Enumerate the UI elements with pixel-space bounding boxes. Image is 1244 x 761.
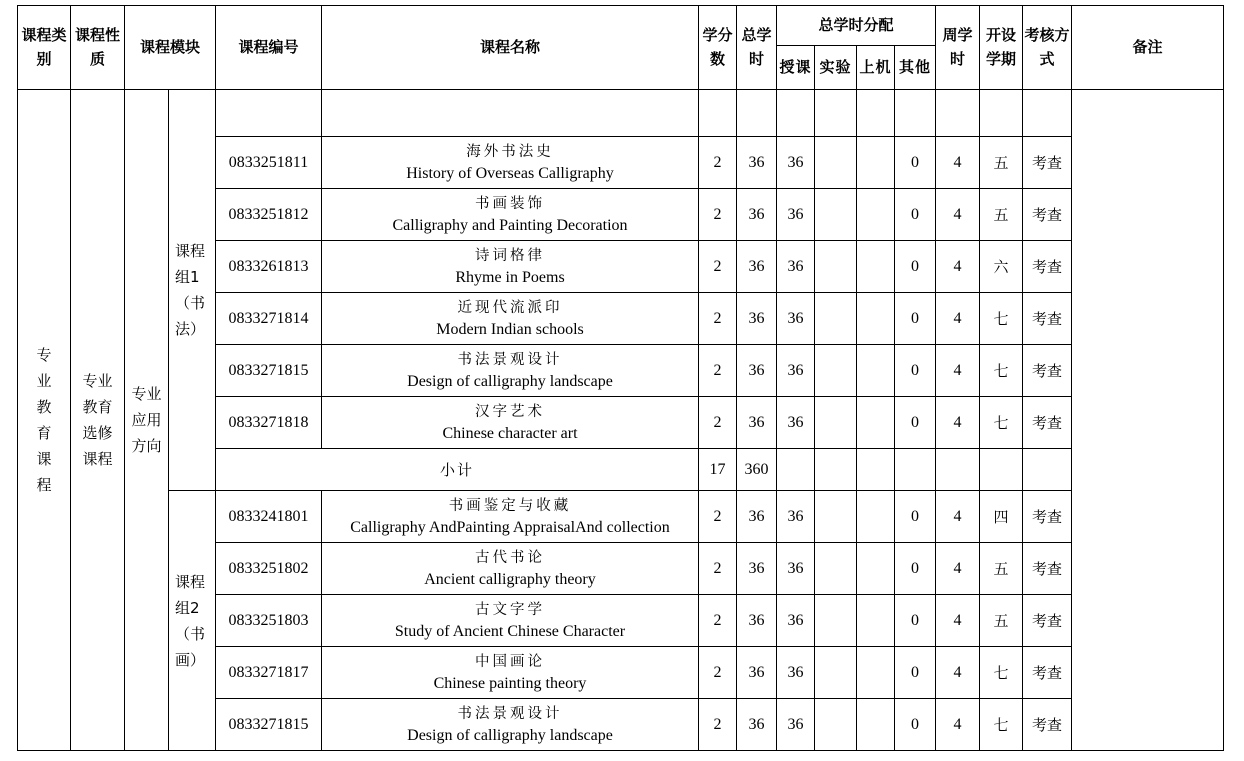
course-other: 0 <box>895 137 936 189</box>
course-credits: 2 <box>699 293 737 345</box>
course-assessment: 考查 <box>1023 397 1072 449</box>
subtotal-hours: 360 <box>737 449 777 491</box>
group2-label: 课程组2（书画） <box>175 572 206 669</box>
course-credits: 2 <box>699 397 737 449</box>
course-code: 0833241801 <box>216 491 322 543</box>
header-nature: 课程性质 <box>71 6 125 90</box>
course-weekly: 4 <box>936 189 980 241</box>
table-body <box>18 6 1224 751</box>
course-lecture: 36 <box>777 345 815 397</box>
course-weekly: 4 <box>936 647 980 699</box>
course-assessment: 考查 <box>1023 189 1072 241</box>
course-name-cn: 海外书法史 <box>466 143 554 160</box>
course-table <box>17 5 1224 751</box>
course-computer <box>857 189 895 241</box>
header-lecture: 授课 <box>777 46 815 90</box>
header-experiment: 实验 <box>815 46 857 90</box>
course-semester: 七 <box>980 293 1023 345</box>
course-name-cn: 书法景观设计 <box>457 351 563 368</box>
course-experiment <box>815 397 857 449</box>
course-experiment <box>815 345 857 397</box>
course-experiment <box>815 491 857 543</box>
course-weekly: 4 <box>936 137 980 189</box>
course-lecture: 36 <box>777 397 815 449</box>
course-other: 0 <box>895 647 936 699</box>
course-credits: 2 <box>699 241 737 293</box>
course-name-en: History of Overseas Calligraphy <box>406 164 614 182</box>
course-other: 0 <box>895 241 936 293</box>
course-name-cn: 书画装饰 <box>475 195 545 212</box>
course-other: 0 <box>895 543 936 595</box>
course-other: 0 <box>895 345 936 397</box>
course-credits: 2 <box>699 189 737 241</box>
course-lecture: 36 <box>777 595 815 647</box>
course-credits: 2 <box>699 595 737 647</box>
course-credits: 2 <box>699 345 737 397</box>
course-name-cn: 书画鉴定与收藏 <box>448 497 572 514</box>
course-semester: 五 <box>980 543 1023 595</box>
course-code: 0833271815 <box>216 699 322 751</box>
course-computer <box>857 647 895 699</box>
header-computer: 上机 <box>857 46 895 90</box>
course-semester: 五 <box>980 137 1023 189</box>
course-name-en: Chinese character art <box>442 424 578 442</box>
header-credits: 学分数 <box>699 6 737 90</box>
course-name-cn: 汉字艺术 <box>475 403 545 420</box>
course-computer <box>857 699 895 751</box>
course-hours: 36 <box>737 241 777 293</box>
course-experiment <box>815 543 857 595</box>
group1-cell <box>169 90 216 491</box>
nature-cell <box>71 90 125 751</box>
course-name-cn: 古代书论 <box>475 549 545 566</box>
course-assessment: 考查 <box>1023 595 1072 647</box>
course-hours: 36 <box>737 397 777 449</box>
header-module: 课程模块 <box>125 6 216 90</box>
header-weekly-hours: 周学时 <box>936 6 980 90</box>
course-name-cn: 近现代流派印 <box>457 299 563 316</box>
course-other: 0 <box>895 397 936 449</box>
course-name-en: Calligraphy and Painting Decoration <box>392 216 628 234</box>
course-hours: 36 <box>737 345 777 397</box>
course-experiment <box>815 189 857 241</box>
course-name-en: Chinese painting theory <box>433 674 587 692</box>
course-lecture: 36 <box>777 699 815 751</box>
course-other: 0 <box>895 491 936 543</box>
course-code: 0833251811 <box>216 137 322 189</box>
course-credits: 2 <box>699 699 737 751</box>
course-code: 0833271818 <box>216 397 322 449</box>
course-computer <box>857 397 895 449</box>
course-assessment: 考查 <box>1023 491 1072 543</box>
course-weekly: 4 <box>936 397 980 449</box>
course-lecture: 36 <box>777 189 815 241</box>
course-assessment: 考查 <box>1023 699 1072 751</box>
course-code: 0833271815 <box>216 345 322 397</box>
course-hours: 36 <box>737 543 777 595</box>
course-name <box>322 137 699 189</box>
course-semester: 五 <box>980 189 1023 241</box>
course-hours: 36 <box>737 647 777 699</box>
course-code: 0833261813 <box>216 241 322 293</box>
course-hours: 36 <box>737 491 777 543</box>
course-name <box>322 491 699 543</box>
nature-text: 专业教育选修课程 <box>82 372 113 468</box>
course-semester: 四 <box>980 491 1023 543</box>
course-name <box>322 189 699 241</box>
category-text: 专业教育课程 <box>36 346 52 494</box>
course-weekly: 4 <box>936 699 980 751</box>
course-code: 0833251802 <box>216 543 322 595</box>
course-computer <box>857 241 895 293</box>
course-computer <box>857 345 895 397</box>
header-other: 其他 <box>895 46 936 90</box>
course-hours: 36 <box>737 595 777 647</box>
course-name <box>322 595 699 647</box>
course-lecture: 36 <box>777 491 815 543</box>
course-code: 0833251812 <box>216 189 322 241</box>
course-other: 0 <box>895 189 936 241</box>
course-name <box>322 397 699 449</box>
header-assessment: 考核方式 <box>1023 6 1072 90</box>
group2-cell <box>169 491 216 751</box>
course-hours: 36 <box>737 699 777 751</box>
course-weekly: 4 <box>936 293 980 345</box>
course-hours: 36 <box>737 293 777 345</box>
course-name <box>322 699 699 751</box>
course-name <box>322 345 699 397</box>
course-credits: 2 <box>699 543 737 595</box>
header-hours-distribution: 总学时分配 <box>777 6 936 46</box>
course-computer <box>857 137 895 189</box>
course-name-cn: 中国画论 <box>475 653 545 670</box>
header-remarks: 备注 <box>1072 6 1224 90</box>
course-experiment <box>815 293 857 345</box>
header-category: 课程类别 <box>18 6 71 90</box>
course-other: 0 <box>895 293 936 345</box>
course-assessment: 考查 <box>1023 241 1072 293</box>
module-text: 专业应用方向 <box>131 385 162 455</box>
subtotal-label: 小计 <box>216 449 699 491</box>
course-lecture: 36 <box>777 543 815 595</box>
course-weekly: 4 <box>936 241 980 293</box>
course-name-en: Modern Indian schools <box>436 320 584 338</box>
course-semester: 六 <box>980 241 1023 293</box>
table-row <box>18 491 1224 543</box>
course-name <box>322 647 699 699</box>
header-row <box>18 6 1224 46</box>
course-semester: 七 <box>980 345 1023 397</box>
course-experiment <box>815 137 857 189</box>
course-lecture: 36 <box>777 241 815 293</box>
header-semester: 开设学期 <box>980 6 1023 90</box>
course-assessment: 考查 <box>1023 137 1072 189</box>
course-hours: 36 <box>737 137 777 189</box>
course-credits: 2 <box>699 491 737 543</box>
course-assessment: 考查 <box>1023 345 1072 397</box>
course-weekly: 4 <box>936 543 980 595</box>
course-other: 0 <box>895 699 936 751</box>
course-name-en: Design of calligraphy landscape <box>407 726 613 744</box>
course-name-en: Ancient calligraphy theory <box>424 570 596 588</box>
course-lecture: 36 <box>777 293 815 345</box>
course-assessment: 考查 <box>1023 543 1072 595</box>
course-hours: 36 <box>737 189 777 241</box>
blank-row <box>18 90 1224 137</box>
course-semester: 五 <box>980 595 1023 647</box>
header-code: 课程编号 <box>216 6 322 90</box>
course-computer <box>857 595 895 647</box>
course-semester: 七 <box>980 699 1023 751</box>
course-experiment <box>815 647 857 699</box>
course-name-cn: 书法景观设计 <box>457 705 563 722</box>
course-name <box>322 543 699 595</box>
header-name: 课程名称 <box>322 6 699 90</box>
course-credits: 2 <box>699 137 737 189</box>
course-semester: 七 <box>980 647 1023 699</box>
header-total-hours: 总学时 <box>737 6 777 90</box>
course-assessment: 考查 <box>1023 647 1072 699</box>
course-code: 0833271814 <box>216 293 322 345</box>
subtotal-credits: 17 <box>699 449 737 491</box>
category-cell <box>18 90 71 751</box>
course-weekly: 4 <box>936 595 980 647</box>
course-experiment <box>815 241 857 293</box>
course-lecture: 36 <box>777 647 815 699</box>
course-code: 0833251803 <box>216 595 322 647</box>
course-credits: 2 <box>699 647 737 699</box>
course-other: 0 <box>895 595 936 647</box>
course-code: 0833271817 <box>216 647 322 699</box>
course-semester: 七 <box>980 397 1023 449</box>
course-name <box>322 241 699 293</box>
remarks-cell <box>1072 90 1224 751</box>
course-computer <box>857 491 895 543</box>
course-experiment <box>815 699 857 751</box>
course-lecture: 36 <box>777 137 815 189</box>
course-name-cn: 诗词格律 <box>475 247 545 264</box>
course-experiment <box>815 595 857 647</box>
course-weekly: 4 <box>936 491 980 543</box>
course-name-en: Study of Ancient Chinese Character <box>394 622 626 640</box>
course-weekly: 4 <box>936 345 980 397</box>
course-computer <box>857 293 895 345</box>
course-name <box>322 293 699 345</box>
course-name-en: Calligraphy AndPainting AppraisalAnd collection <box>350 518 670 536</box>
module-cell <box>125 90 169 751</box>
course-name-en: Rhyme in Poems <box>455 268 565 286</box>
course-computer <box>857 543 895 595</box>
course-name-cn: 古文字学 <box>475 601 545 618</box>
course-name-en: Design of calligraphy landscape <box>407 372 613 390</box>
group1-label: 课程组1（书法） <box>175 242 206 338</box>
course-assessment: 考查 <box>1023 293 1072 345</box>
